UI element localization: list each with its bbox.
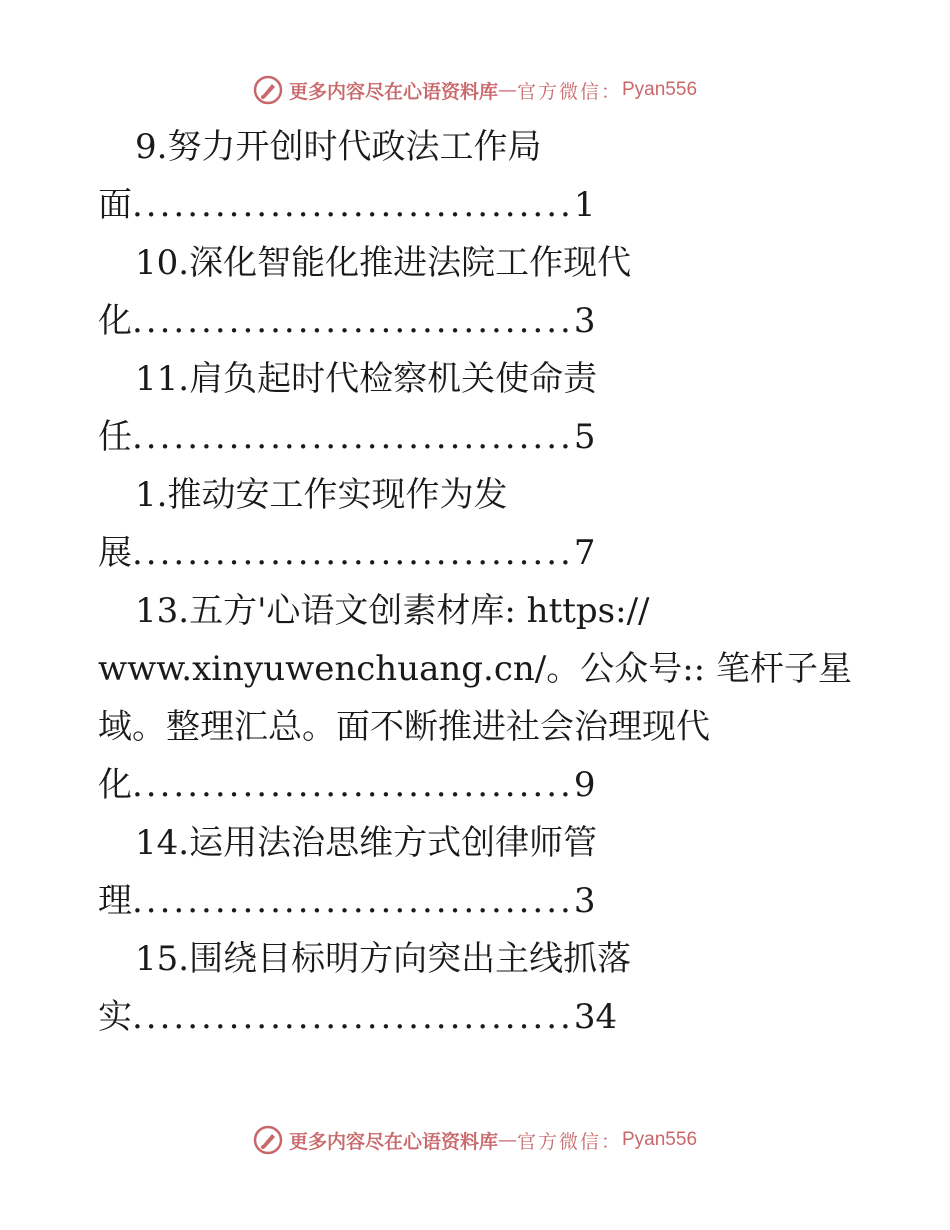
toc-item-leader xyxy=(98,988,617,1046)
toc-item-last-char: 实 xyxy=(98,997,132,1037)
toc-item-continuation: www.xinyuwenchuang.cn/。公众号:: 笔杆子星 xyxy=(98,649,852,689)
toc-item-last-char: 化 xyxy=(98,765,132,805)
toc-item-page: 34 xyxy=(573,997,618,1037)
header-banner xyxy=(0,70,950,110)
toc-item-title: 13.五方'心语文创素材库: https:// xyxy=(135,591,650,631)
pen-nib-logo-icon xyxy=(253,1125,283,1155)
banner-wechat-id: Pyan556 xyxy=(622,79,698,100)
toc-item-page: 3 xyxy=(573,881,596,921)
toc-item-title: 9.努力开创时代政法工作局 xyxy=(135,127,542,167)
toc-item-page: 9 xyxy=(573,765,596,805)
banner-wechat-id: Pyan556 xyxy=(622,1129,698,1150)
toc-item-title: 10.深化智能化推进法院工作现代 xyxy=(135,243,632,283)
toc-item-title: 14.运用法治思维方式创律师管 xyxy=(135,823,598,863)
toc-item-title: 15.围绕目标明方向突出主线抓落 xyxy=(135,939,632,979)
banner-site-name: 更多内容尽在心语资料库 xyxy=(288,80,498,103)
banner-separator: — xyxy=(497,79,517,101)
toc-item-leader xyxy=(98,176,595,234)
leader-dots: ................................ xyxy=(132,765,574,805)
banner-separator: — xyxy=(497,1129,517,1151)
toc-item-leader xyxy=(98,408,595,466)
leader-dots: ................................ xyxy=(132,185,574,225)
leader-dots: ................................ xyxy=(132,417,574,457)
toc-item-last-char: 任 xyxy=(98,417,132,457)
leader-dots: ................................ xyxy=(132,301,574,341)
toc-item-title: 1.推动安工作实现作为发 xyxy=(135,475,508,515)
leader-dots: ................................ xyxy=(132,881,574,921)
toc-item-leader xyxy=(98,756,595,814)
toc-item-continuation: 域。整理汇总。面不断推进社会治理现代 xyxy=(98,707,710,747)
toc-item-last-char: 展 xyxy=(98,533,132,573)
toc-item-page: 1 xyxy=(573,185,596,225)
toc-item-page: 3 xyxy=(573,301,596,341)
banner-wechat-label: 官方微信： xyxy=(516,80,622,103)
pen-nib-logo-icon xyxy=(253,75,283,105)
toc-item-leader xyxy=(98,292,595,350)
toc-item-title: 11.肩负起时代检察机关使命责 xyxy=(135,359,598,399)
toc-item-page: 5 xyxy=(573,417,596,457)
banner-site-name: 更多内容尽在心语资料库 xyxy=(288,1130,498,1153)
leader-dots: ................................ xyxy=(132,533,574,573)
toc-item-leader xyxy=(98,872,595,930)
toc-item-leader xyxy=(98,524,595,582)
leader-dots: ................................ xyxy=(132,997,574,1037)
footer-banner xyxy=(0,1120,950,1160)
toc-item-last-char: 化 xyxy=(98,301,132,341)
toc-item-page: 7 xyxy=(573,533,596,573)
toc-item-last-char: 理 xyxy=(98,881,132,921)
banner-wechat-label: 官方微信： xyxy=(516,1130,622,1153)
toc-item-last-char: 面 xyxy=(98,185,132,225)
